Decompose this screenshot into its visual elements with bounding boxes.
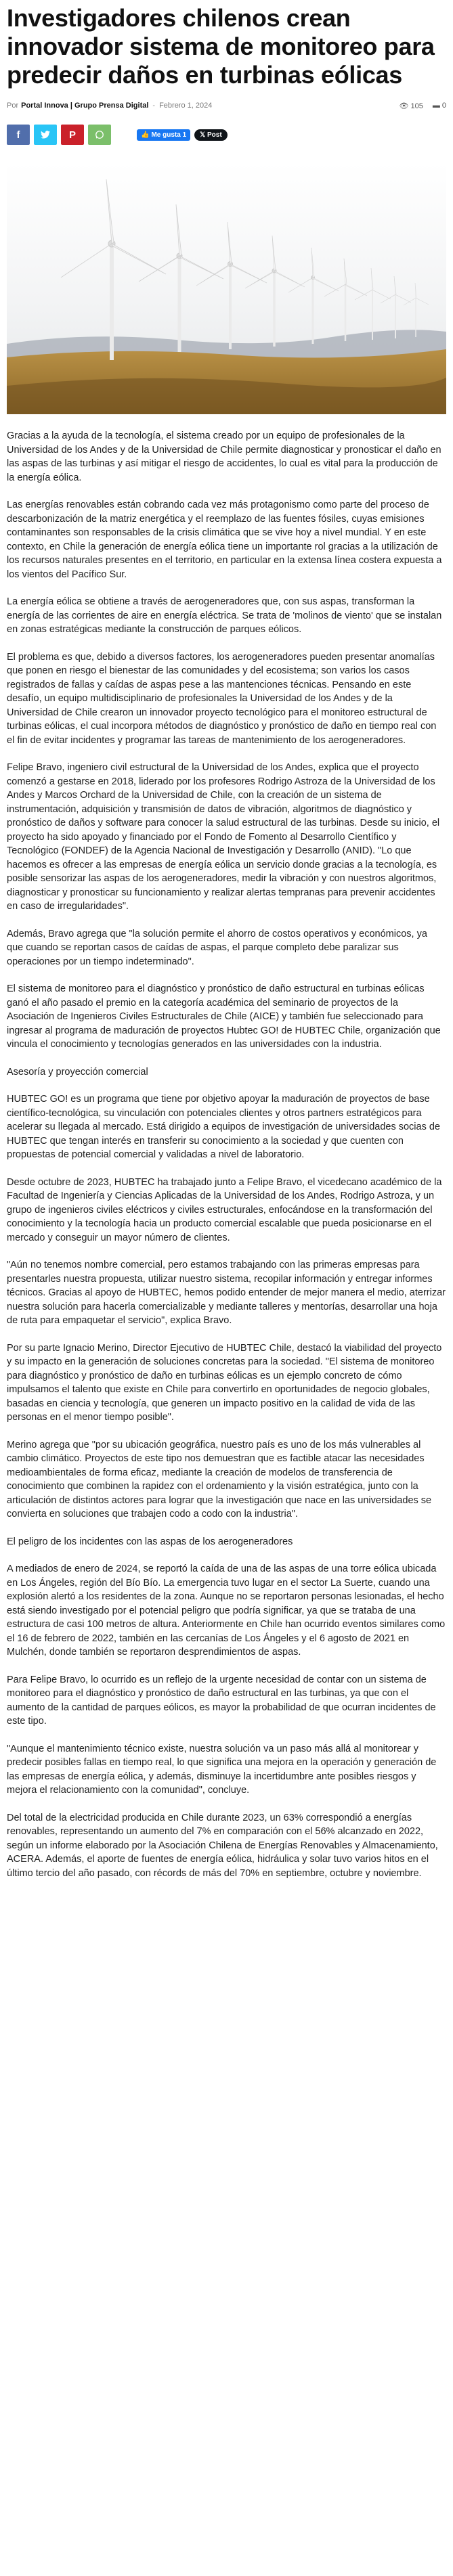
- paragraph: "Aunque el mantenimiento técnico existe, nuestra solución va un paso más allá al monitorear y predecir posibles fallas en tiempo real, lo que significa una mejora en la operación y generación de las empresas de energía eólica, y además, disminuye la incertidumbre ante posibles riesgos y mejora el relacionamiento con la comunidad", concluye.: [7, 1743, 437, 1796]
- pinterest-icon: P: [68, 129, 76, 141]
- thumbs-up-icon: 👍: [141, 131, 150, 139]
- paragraph: "Aún no tenemos nombre comercial, pero estamos trabajando con las primeras empresas para presentarles nuestra propuesta, utilizar nuestro sistema, recopilar información y entregar informes técnicos. Gracias al apoyo de HUBTEC, hemos podido entender de mejor manera el medio, aterrizar nuestra solución para hacerla comercializable y mediante talleres y mentorías, desarrollar una hoja de ruta para empaquetar el servicio", explica Bravo.: [7, 1260, 446, 1326]
- paragraph: El sistema de monitoreo para el diagnóstico y pronóstico de daño estructural en turbinas eólicas ganó el año pasado el premio en la categoría académica del seminario de proyectos de la Asociación de Ingenieros Civiles Estructurales de Chile (AICE) y también fue seleccionado para ingresar al programa de maduración de proyectos Hubtec GO! de HUBTEC Chile, organización que vincula el conocimiento y tecnologías generados en las universidades con la industria.: [7, 983, 441, 1050]
- comment-icon: ▬: [432, 102, 440, 110]
- facebook-like-button[interactable]: 👍 Me gusta 1: [137, 129, 190, 141]
- paragraph: Por su parte Ignacio Merino, Director Ejecutivo de HUBTEC Chile, destacó la viabilidad del proyecto y su impacto en la generación de soluciones concretas para la sociedad. "El sistema de monitoreo para diagnóstico y pronóstico de daño en turbinas eólicas es un ejemplo concreto de cómo impulsamos el talento que existe en Chile para convertirlo en oportunidades de negocio globales, basadas en ciencia y tecnología, que generen un impacto positivo en la calidad de vida de las personas en el menor tiempo posible".: [7, 1342, 442, 1423]
- paragraph: Además, Bravo agrega que "la solución permite el ahorro de costos operativos y económicos, ya que cuando se reportan casos de caídas de aspas, el parque completo debe paralizar sus operaciones por un tiempo indeterminado".: [7, 928, 427, 967]
- article-body: [7, 429, 446, 1880]
- article-title: Investigadores chilenos crean innovador sistema de monitoreo para predecir daños en turbinas eólicas: [7, 4, 435, 89]
- paragraph: Merino agrega que "por su ubicación geográfica, nuestro país es uno de los más vulnerables al cambio climático. Proyectos de este tipo nos demuestran que es factible atacar las necesidades medioambientales de forma eficaz, mediante la creación de modelos de transferencia de conocimiento que combinen la rapidez con el ordenamiento y la visión estratégica, junto con la articulación de distintos actores para lograr que la investigación que nace en las universidades se convierta en soluciones que trabajen codo a codo con la industria".: [7, 1439, 432, 1519]
- paragraph: A mediados de enero de 2024, se reportó la caída de una de las aspas de una torre eólica ubicada en Los Ángeles, región del Bío Bío. La emergencia tuvo lugar en el sector La Suerte, cuando una explosión alertó a los residentes de la zona. Aunque no se reportaron personas lesionadas, el hecho está siendo investigado por el potencial peligro que podría significar, ya que se trataba de una estructura de casi 100 metros de altura. Anteriormente en Chile han ocurrido eventos similares como el 16 de febrero de 2022, también en las cercanías de Los Ángeles y el 6 agosto de 2021 en Mulchén, donde también se reportaron desprendimientos de aspas.: [7, 1563, 446, 1658]
- paragraph: Para Felipe Bravo, lo ocurrido es un reflejo de la urgente necesidad de contar con un sistema de monitoreo para el diagnóstico y pronóstico de daño estructural en las turbinas, ya que con el aumento de la cantidad de parques eólicos, es mayor la probabilidad de que ocurran incidentes de este tipo.: [7, 1674, 436, 1727]
- pinterest-share-button[interactable]: [61, 125, 84, 145]
- twitter-share-button[interactable]: [34, 125, 57, 145]
- section-heading: Asesoría y proyección comercial: [7, 1066, 148, 1078]
- meta-separator: -: [152, 102, 156, 110]
- article-stats: [400, 102, 446, 110]
- hero-image-wind-turbines: [7, 162, 446, 414]
- share-bar: [7, 125, 446, 145]
- whatsapp-share-button[interactable]: [88, 125, 111, 145]
- article-meta: [7, 100, 446, 111]
- whatsapp-icon: [95, 130, 104, 139]
- facebook-icon: f: [16, 129, 20, 141]
- eye-icon: 👁: [399, 102, 409, 110]
- paragraph: HUBTEC GO! es un programa que tiene por objetivo apoyar la maduración de proyectos de base científico-tecnológica, su vinculación con potenciales clientes y otros partners estratégicos para acelerar su llegada al mercado. Está dirigido a equipos de investigación de universidades socias de HUBTEC que tengan interés en transferir su conocimiento a la sociedad y que cuenten con propuestas de potencial comercial y validadas a nivel de laboratorio.: [7, 1094, 440, 1160]
- section-heading: El peligro de los incidentes con las aspas de los aerogeneradores: [7, 1536, 293, 1547]
- x-logo-icon: 𝕏: [200, 131, 207, 139]
- paragraph: La energía eólica se obtiene a través de aerogeneradores que, con sus aspas, transforman la energía de las corrientes de aire en energía eléctrica. Se trata de 'molinos de viento' que se instalan en zonas estratégicas mediante la construcción de parques eólicos.: [7, 596, 442, 635]
- views-count: 👁 105: [399, 102, 423, 110]
- author-link[interactable]: Portal Innova | Grupo Prensa Digital: [21, 102, 149, 110]
- publish-date: Febrero 1, 2024: [159, 102, 213, 110]
- paragraph: El problema es que, debido a diversos factores, los aerogeneradores pueden presentar anomalías que ponen en riesgo el bienestar de las comunidades y del ecosistema; son varios los casos registrados de fallas y caídas de aspas pese a las mantenciones técnicas. Pensando en este desafío, un equipo multidisciplinario de profesionales la Universidad de los Andes y de la Universidad de Chile crearon un innovador proyecto tecnológico para el monitoreo estructural de turbinas eólicas, el cual incorpora métodos de diagnóstico y pronóstico de daño en tiempo real con el fin de evitar incidentes y programar las tareas de mantenimiento de los aerogeneradores.: [7, 651, 437, 746]
- paragraph: Felipe Bravo, ingeniero civil estructural de la Universidad de los Andes, explica que el proyecto comenzó a gestarse en 2018, liderado por los profesores Rodrigo Astroza de la Universidad de los Andes y Marcos Orchard de la Universidad de Chile, con la creación de un sistema de instrumentación, adquisición y transmisión de datos de vibración, algoritmos de diagnóstico y pronóstico de daños y software para conocer la salud estructural de las turbinas. Desde su inicio, el proyecto ha sido apoyado y financiado por el Fondo de Fomento al Desarrollo Científico y Tecnológico (FONDEF) de la Agencia Nacional de Investigación y Desarrollo (ANID). "Lo que hacemos es ofrecer a las empresas de energía eólica un servicio donde gracias a la tecnología, es posible sensorizar las aspas de los aerogeneradores, medir la vibración y con nuestros algoritmos, diagnosticar y pronosticar su funcionamiento y realizar alertas tempranas para prevenir accidentes en caso de irregularidades".: [7, 762, 440, 912]
- x-post-button[interactable]: 𝕏 Post: [194, 129, 228, 141]
- facebook-share-button[interactable]: [7, 125, 30, 145]
- paragraph: Gracias a la ayuda de la tecnología, el sistema creado por un equipo de profesionales de la Universidad de los Andes y de la Universidad de Chile permite diagnosticar y pronosticar el daño en las aspas de las turbinas y así mitigar el riesgo de accidentes, lo cual es vital para la producción de la energía eólica.: [7, 430, 441, 483]
- paragraph: Del total de la electricidad producida en Chile durante 2023, un 63% correspondió a energías renovables, representando un aumento del 7% en comparación con el 56% alcanzado en 2022, según un informe elaborado por la Asociación Chilena de Energías Renovables y Almacenamiento, ACERA. Además, el aporte de fuentes de energía eólica, hidráulica y solar tuvo varios hitos en el último tercio del año pasado, con récords de más del 70% en septiembre, octubre y noviembre.: [7, 1812, 438, 1879]
- paragraph: Desde octubre de 2023, HUBTEC ha trabajado junto a Felipe Bravo, el vicedecano académico de la Facultad de Ingeniería y Ciencias Aplicadas de la Universidad de los Andes, Rodrigo Astroza, y un grupo de ingenieros civiles eléctricos y civiles estructurales, enfocándose en la transformación del conocimiento y la tecnología hacia un producto comercial escalable que pueda posicionarse en el mercado y conseguir un mayor número de clientes.: [7, 1176, 442, 1243]
- comments-count[interactable]: ▬ 0: [432, 102, 446, 110]
- twitter-icon: [41, 131, 50, 139]
- paragraph: Las energías renovables están cobrando cada vez más protagonismo como parte del proceso de descarbonización de la matriz energética y el reemplazo de las fuentes fósiles, cuyas emisiones contaminantes son responsables de la crisis climática que se vive hoy a nivel mundial. Y en este contexto, en Chile la generación de energía eólica tiene un importante rol gracias a la utilización de los recursos naturales presentes en el territorio, en particular en la extensa línea costera expuesta a los vientos del Pacífico Sur.: [7, 499, 442, 580]
- byline-prefix: Por: [7, 102, 19, 110]
